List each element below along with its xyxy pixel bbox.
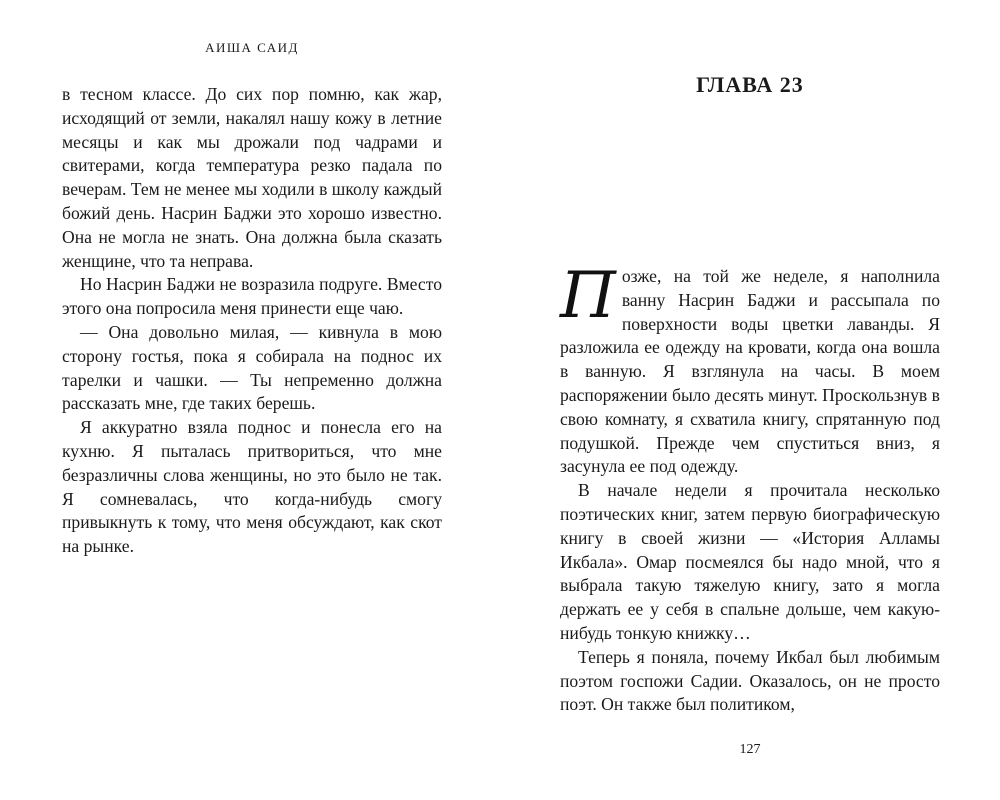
left-page-text [62,83,442,559]
paragraph: Теперь я поняла, почему Икбал был любимым поэтом госпожи Садии. Оказалось, он не просто поэт. Он также был политиком, [560,646,940,715]
drop-cap: П [560,259,616,333]
paragraph: В начале недели я прочитала несколько поэтических книг, затем первую биографическую книгу в своей жизни — «История Алламы Икбала». Омар посмеялся бы надо мной, что я выбрала такую тяжелую книгу, зато я могла держать ее у себя в спальне дольше, чем какую-нибудь тонкую книжку… [560,480,940,643]
paragraph: Я аккуратно взяла поднос и понесла его на кухню. Я пыталась притвориться, что мне безразличны слова женщины, но это было не так. Я сомневалась, что когда-нибудь смогу привыкнуть к тому, что меня обсуждают, как скот на рынке. [62,417,442,557]
paragraph-text: озже, на той же неделе, я наполнила ванну Насрин Баджи и рассыпала по поверхности воды цветки лаванды. Я разложила ее одежду на кровати, когда она вошла в ванную. Я взглянула на часы. В моем распоряжении было десять минут. Проскользнув в свою комнату, я схватила книгу, спрятанную под подушкой. Прежде чем спуститься вниз, я засунула ее под одежду. [560,266,940,477]
left-page [62,0,442,800]
paragraph: в тесном классе. До сих пор помню, как жар, исходящий от земли, накалял нашу кожу в летние месяцы и как мы дрожали под чадрами и свитерами, когда температура резко падала по вечерам. Тем не менее мы ходили в школу каждый божий день. Насрин Баджи это хорошо известно. Она не могла не знать. Она должна была сказать женщине, что та неправа. [62,84,442,271]
chapter-title: ГЛАВА 23 [696,72,804,97]
paragraph [560,259,940,479]
running-head-author: АИША САИД [205,40,299,55]
right-page-text [560,259,940,717]
right-page [560,0,940,800]
paragraph: Но Насрин Баджи не возразила подруге. Вместо этого она попросила меня принести еще чаю. [62,274,442,319]
paragraph: — Она довольно милая, — кивнула в мою сторону гостья, пока я собирала на поднос их тарелки и чашки. — Ты непременно должна рассказать мне, где таких берешь. [62,321,442,414]
page-number: 127 [739,742,761,757]
